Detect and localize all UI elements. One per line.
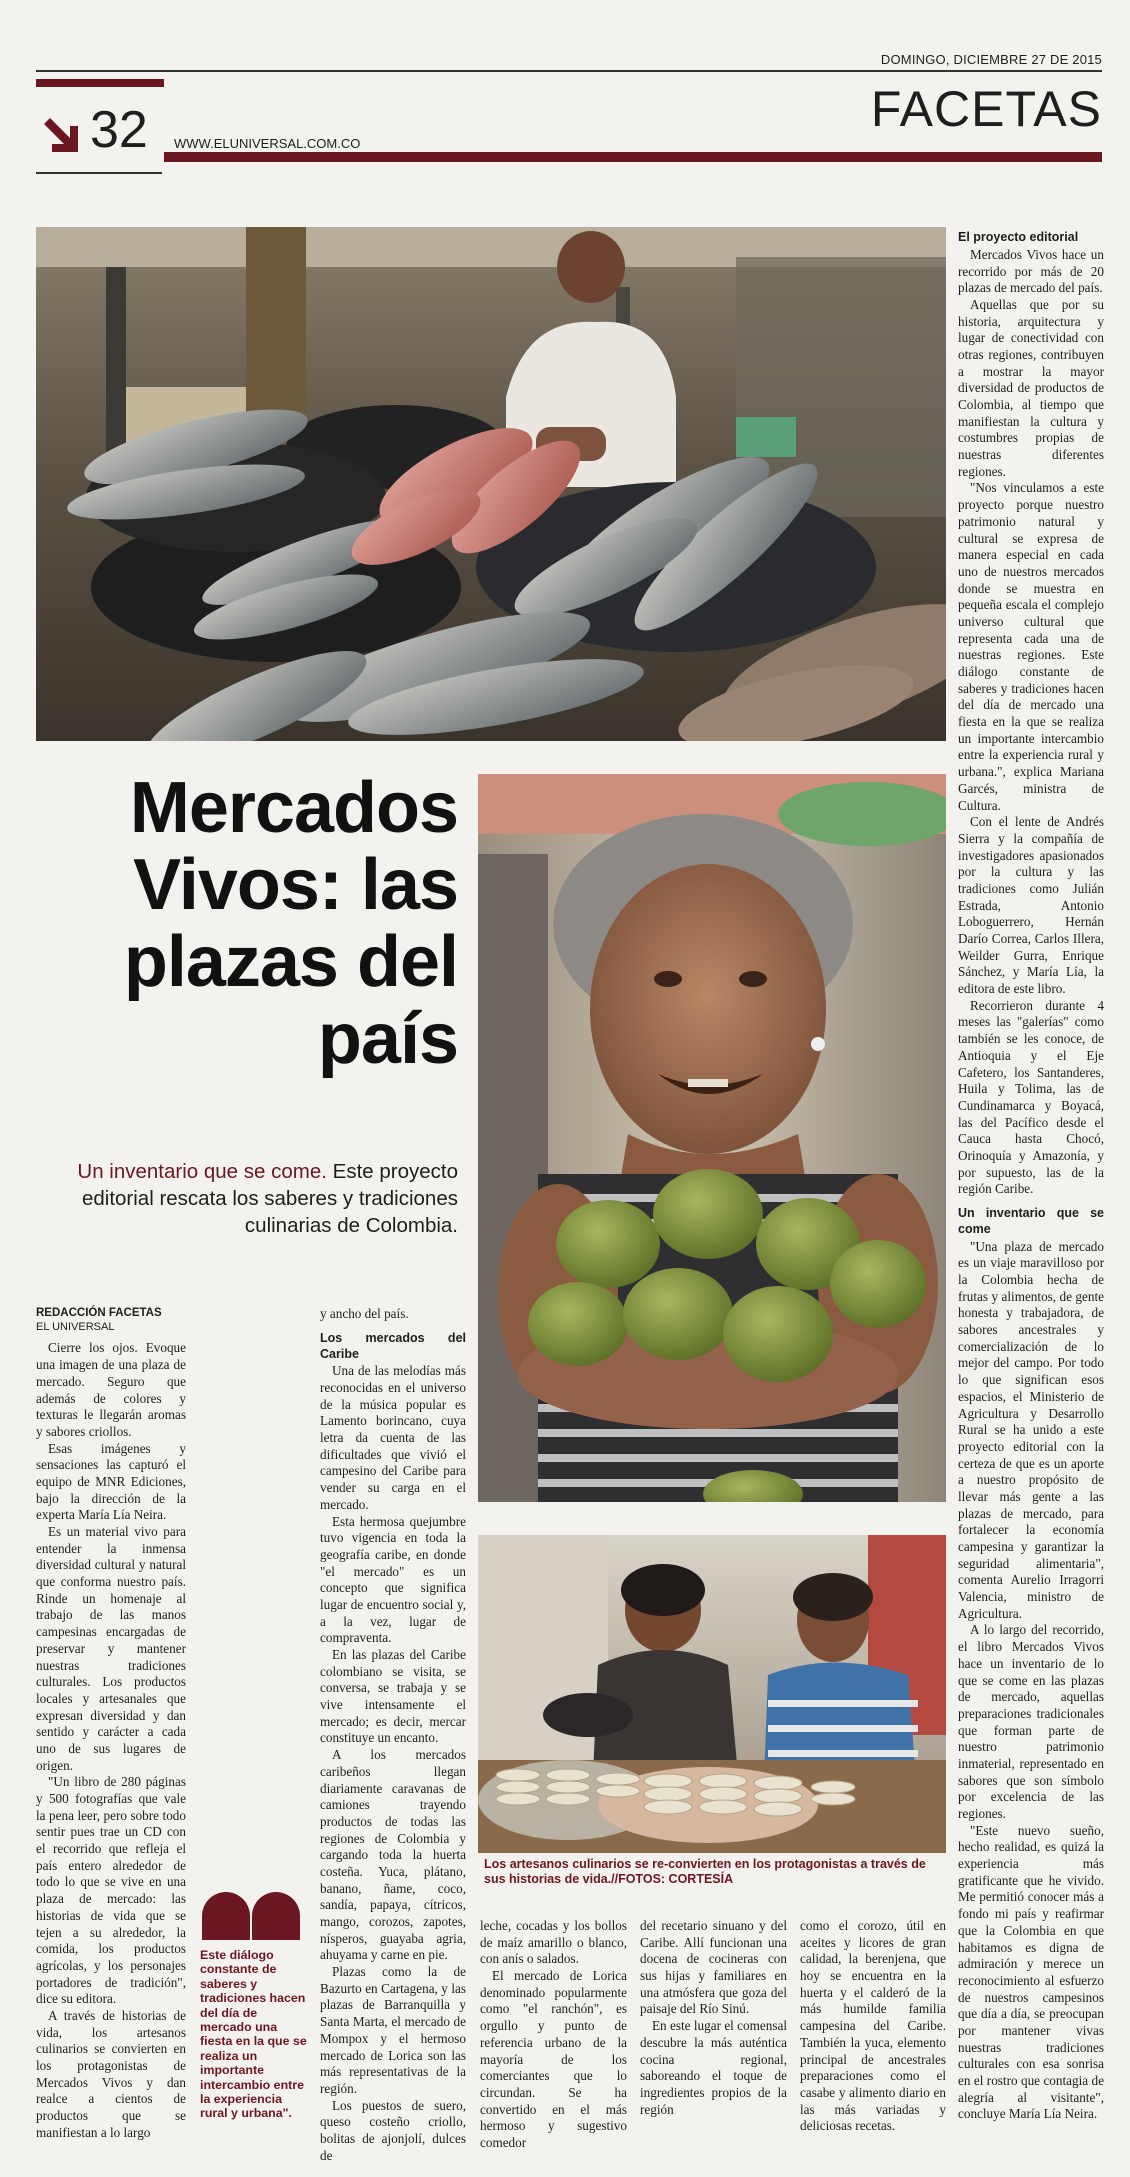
article-column-1: [36, 1306, 186, 2141]
pull-quote-text: Este diálogo constante de saberes y tradiciones hacen del día de mercado una fiesta en la que se realiza un importante intercambio entre la experiencia rural y urbana".: [200, 1948, 307, 2121]
article-headline: Mercados Vivos: las plazas del país: [123, 768, 458, 1080]
article-column-right: [958, 230, 1104, 2123]
byline-publication: EL UNIVERSAL: [36, 1320, 115, 1333]
paragraph: "Un libro de 280 páginas y 500 fotografías que vale la pena leer, pero sobre todo sentir pues trae un CD con el recorrido que refleja el país entero alrededor de todo lo que se vive en una plaza de mercado: las historias de vida que se tejen a su alrededor, la comida, los productos agrícolas, y los personajes portadores de tradición", dice su editora.: [36, 1774, 186, 2007]
header-rule: [36, 70, 1102, 72]
paragraph: leche, cocadas y los bollos de maíz amarillo o blanco, con anís o salados.: [480, 1918, 627, 1967]
header-accent-bar: [36, 79, 164, 87]
paragraph: Una de las melodías más reconocidas en el universo de la música popular es Lamento borincano, cuya letra da cuenta de las dificultades que vivió el campesino del Caribe para vender su carga en el mercado.: [320, 1363, 466, 1512]
issue-date: DOMINGO, DICIEMBRE 27 DE 2015: [880, 52, 1102, 67]
paragraph: En las plazas del Caribe colombiano se visita, se conversa, se trabaja y se vive intensamente el mercado; es decir, mercar constituye un encanto.: [320, 1647, 466, 1746]
paragraph: Esta hermosa quejumbre tuvo vigencia en toda la geografía caribe, en donde "el mercado" es un concepto que significa lugar de encuentro social y, a la vez, lugar de compraventa.: [320, 1513, 466, 1646]
fish-market-photo: [36, 227, 946, 741]
website-link[interactable]: WWW.ELUNIVERSAL.COM.CO: [174, 136, 361, 151]
subhead-lead: Un inventario que se come.: [77, 1160, 327, 1183]
quote-marks-icon: [200, 1890, 300, 1942]
article-column-4: [640, 1918, 787, 2118]
header-left-rule: [36, 172, 162, 174]
artisans-photo: [478, 1535, 946, 1853]
paragraph: Cierre los ojos. Evoque una imagen de una plaza de mercado. Seguro que además de colores y texturas le llegarán aromas y sabores criollos.: [36, 1340, 186, 1439]
paragraph: A través de historias de vida, los artesanos culinarios se convierten en los protagonistas de Mercados Vivos y dan realce a cientos de productos que se manifiestan a lo largo: [36, 2007, 186, 2140]
paragraph: Con el lente de Andrés Sierra y la compañía de investigadores apasionados por la cultura y las tradiciones como Julián Estrada, Antonio Loboguerrero, Hernán Darío Correa, Carlos Illera, Weilder Gurra, Enrique Sánchez, y María Lía, la editora de este libro.: [958, 814, 1104, 997]
section-subtitle: El proyecto editorial: [958, 230, 1079, 244]
article-column-3: [480, 1918, 627, 2152]
paragraph: En este lugar el comensal descubre la más auténtica cocina regional, saboreando el toque de ingredientes propios de la región: [640, 2018, 787, 2117]
paragraph: del recetario sinuano y del Caribe. Allí funcionan una docena de cocineras con sus hijas y familiares en una atmósfera que goza del paisaje del Río Sinú.: [640, 1918, 787, 2017]
section-subtitle: Un inventario que se come: [958, 1206, 1104, 1236]
subhead-rest: Este proyecto editorial rescata los saberes y tradiciones culinarias de Colombia.: [81, 1160, 458, 1238]
arrow-down-right-icon: [40, 114, 84, 158]
paragraph: Mercados Vivos hace un recorrido por más de 20 plazas de mercado del país.: [958, 246, 1104, 296]
photo-caption: Los artesanos culinarios se re-convierten en los protagonistas a través de sus historias de vida.//FOTOS: CORTESÍA: [484, 1857, 926, 1886]
paragraph: El mercado de Lorica denominado popularmente como "el ranchón", es orgullo y punto de referencia urbano de la mayoría de los comerciantes que lo circundan. Se ha convertido en el más hermoso y sugestivo comedor: [480, 1968, 627, 2150]
paragraph: "Nos vinculamos a este proyecto porque nuestro patrimonio natural y cultural se expresa de manera especial en cada uno de nuestros mercados donde se muestra en pequeña escala el complejo universo cultural que representa cada una de nuestras regiones. Este diálogo constante de saberes y tradiciones hacen del día de mercado una fiesta en la que se realiza un importante intercambio entre la experiencia rural y urbana.", explica Mariana Garcés, ministra de Cultura.: [958, 480, 1104, 813]
paragraph: A lo largo del recorrido, el libro Mercados Vivos hace un inventario de lo que se come en las plazas de mercado, aquellas preparaciones tradicionales que forman parte de nuestro patrimonio inmaterial, representado en sabores que son símbolo por excelencia de las regiones.: [958, 1622, 1104, 1821]
header-red-band: [164, 152, 1102, 162]
paragraph: Plazas como la de Bazurto en Cartagena, y las plazas de Barranquilla y Santa Marta, el mercado de Mompox y el hermoso mercado de Lorica son las más representativas de la región.: [320, 1964, 466, 2096]
article-column-2: [320, 1306, 466, 2164]
paragraph: Los puestos de suero, queso costeño criollo, bolitas de ajonjolí, dulces de: [320, 2097, 466, 2163]
vendor-portrait-photo: [478, 774, 946, 1502]
paragraph: Recorrieron durante 4 meses las "galerías" como también se les conoce, de Antioquia y el Eje Cafetero, los Santanderes, Huila y Tolima, las de Cundinamarca y Boyacá, las del Pacífico desde el Cauca hasta Chocó, Orinoquía y Amazonía, y por supuesto, las de la región Caribe.: [958, 997, 1104, 1197]
article-subhead: [70, 1158, 458, 1239]
pull-quote: [200, 1890, 308, 2121]
paragraph: Es un material vivo para entender la inmensa diversidad cultural y natural que conforma nuestro país. Rinde un homenaje al trabajo de las manos campesinas encargadas de preservar y mantener nuestras tradiciones culturales. Los productos locales y artesanales que expresan diversidad y dan sentido y carácter a cada uno de sus lugares de origen.: [36, 1524, 186, 1773]
paragraph: como el corozo, útil en aceites y licores de gran calidad, la berenjena, que hoy se encuentra en la huerta y el calderó de la más humilde familia campesina del Caribe. También la yuca, elemento principal de ancestrales preparaciones como el casabe y alimento diario en las más variadas y deliciosas recetas.: [800, 1918, 946, 2134]
paragraph: A los mercados caribeños llegan diariamente caravanas de camiones trayendo productos de todas las regiones de Colombia y cargando toda la huerta costeña. Yuca, plátano, banano, ñame, coco, sandía, papaya, cítricos, mango, corozos, zapotes, nísperos, guayaba agria, ahuyama y carne en pie.: [320, 1747, 466, 1963]
paragraph: y ancho del país.: [320, 1306, 409, 1321]
page-number: 32: [90, 101, 148, 159]
paragraph: "Una plaza de mercado es un viaje maravilloso por la Colombia hecha de frutas y alimentos, de gente honesta y trabajadora, de sabores ancestrales y comercialización de lo mejor del campo. Por todo lo que significan esos espacios, el Ministerio de Agricultura y Desarrollo Rural se ha unido a este proyecto editorial con la certeza de que es un aporte a nuestro propósito de llevar más gente a las plazas de mercado, para fortalecer la economía campesina y garantizar la seguridad alimentaria", comenta Aurelio Irragorri Valencia, ministro de Agricultura.: [958, 1238, 1104, 1621]
article-column-5: [800, 1918, 946, 2135]
paragraph: Aquellas que por su historia, arquitectura y lugar de conectividad con otras regiones, contribuyen a mostrar la mayor diversidad de productos de Colombia, al tiempo que manifiestan la cultura y costumbres propias de nuestras diferentes regiones.: [958, 296, 1104, 479]
section-subtitle: Los mercados del Caribe: [320, 1330, 466, 1361]
byline: REDACCIÓN FACETAS: [36, 1307, 162, 1319]
section-title: FACETAS: [870, 81, 1102, 137]
paragraph: "Este nuevo sueño, hecho realidad, es quizá la experiencia más gratificante que he vivido. Me permitió conocer más a fondo mi país y reafirmar que la Colombia en que habitamos es digna de admiración y merece un reconocimiento al esfuerzo de nuestros campesinos que día a día, se preocupan por mantener vivas nuestras tradiciones culturales con esa sonrisa en el rostro que contagia de alegría al visitante", concluye María Lía Neira.: [958, 1822, 1104, 2122]
paragraph: Esas imágenes y sensaciones las capturó el equipo de MNR Ediciones, bajo la dirección de la experta María Lía Neira.: [36, 1440, 186, 1523]
